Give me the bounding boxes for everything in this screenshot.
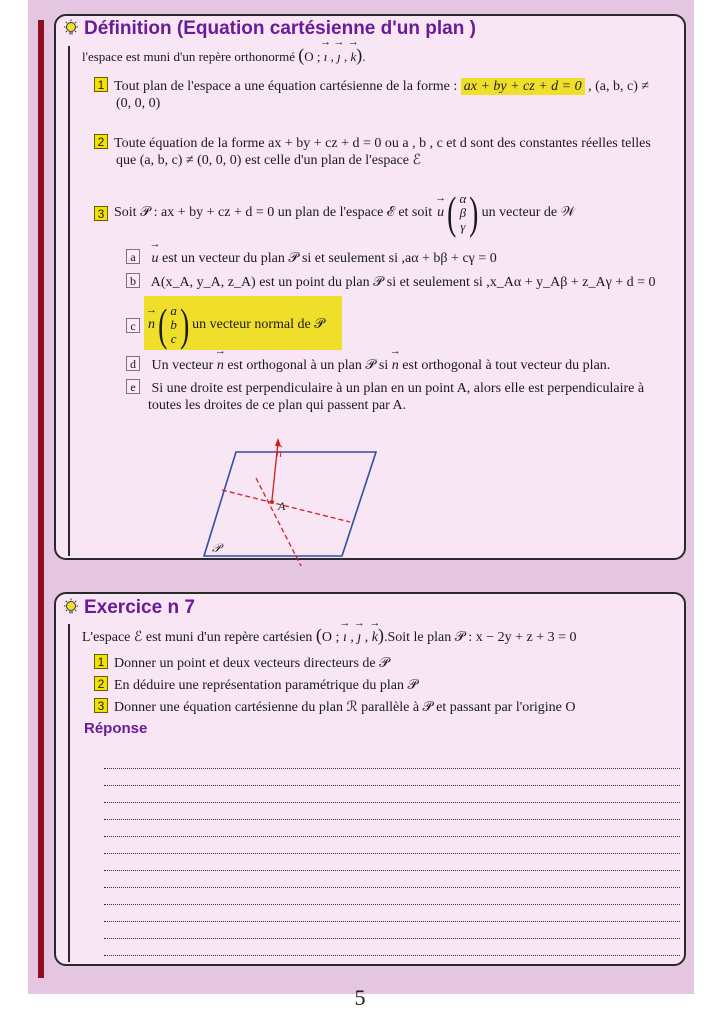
vector-n-components: ( a b c ) bbox=[158, 299, 190, 350]
vector-u: → u bbox=[152, 250, 159, 268]
normal-label: n bbox=[276, 446, 282, 460]
comp-b: b bbox=[170, 317, 177, 332]
sub-item-c bbox=[126, 299, 325, 350]
point-a-label: A bbox=[278, 499, 286, 513]
item-1 bbox=[94, 77, 649, 96]
question-number: 3 bbox=[94, 698, 108, 713]
comp-alpha: α bbox=[459, 191, 467, 206]
vector-i: → ı bbox=[324, 48, 328, 66]
sub-label: c bbox=[126, 318, 140, 333]
card-rule bbox=[68, 624, 70, 962]
sub-label: b bbox=[126, 273, 140, 288]
plane-parallelogram bbox=[204, 452, 376, 556]
question-text: En déduire une représentation paramétrique du plan 𝒫 bbox=[114, 678, 418, 693]
answer-line[interactable] bbox=[104, 757, 680, 769]
answer-line[interactable] bbox=[104, 808, 680, 820]
sub-label: a bbox=[126, 249, 140, 264]
comp-gamma: γ bbox=[460, 219, 466, 234]
vector-i: → ı bbox=[343, 629, 347, 647]
answer-line[interactable] bbox=[104, 876, 680, 888]
perpendicular-line bbox=[256, 478, 302, 566]
plane-line bbox=[222, 490, 350, 522]
answer-line[interactable] bbox=[104, 774, 680, 786]
exercise-intro: L'espace ℰ est muni d'un repère cartésien (O ; → ı , → ȷ , → k).Soit le plan 𝒫 : x − 2y + z + 3 = 0 bbox=[82, 626, 577, 647]
intro-text: l'espace est muni d'un repère orthonormé bbox=[82, 49, 295, 64]
answer-line[interactable] bbox=[104, 927, 680, 939]
item-number: 1 bbox=[94, 77, 108, 92]
vector-n: → n bbox=[392, 357, 399, 375]
item-3 bbox=[94, 187, 576, 238]
answer-line[interactable] bbox=[104, 893, 680, 905]
definition-title: Définition (Equation cartésienne d'un plan ) bbox=[84, 18, 476, 39]
sub-d-mid: est orthogonal à un plan 𝒫 si bbox=[227, 358, 389, 373]
vector-u: → u bbox=[437, 204, 444, 222]
definition-header bbox=[62, 18, 476, 40]
definition-card bbox=[54, 14, 686, 560]
sub-item-b bbox=[126, 273, 656, 292]
item-3-post: un vecteur de 𝒲 bbox=[481, 205, 576, 220]
exercise-plane-equation: .Soit le plan 𝒫 : x − 2y + z + 3 = 0 bbox=[383, 630, 577, 645]
vector-k: → k bbox=[351, 48, 357, 66]
comp-c: c bbox=[170, 331, 177, 346]
answer-line[interactable] bbox=[104, 910, 680, 922]
sub-a-text: est un vecteur du plan 𝒫 si et seulement si ,aα + bβ + cγ = 0 bbox=[162, 251, 497, 266]
sub-e-line-1: Si une droite est perpendiculaire à un plan en un point A, alors elle est perpendiculaire à bbox=[151, 381, 645, 396]
lightbulb-icon bbox=[62, 598, 80, 618]
item-1-text: Tout plan de l'espace a une équation cartésienne de la forme : bbox=[114, 79, 458, 94]
vector-u-components: ( α β γ ) bbox=[447, 187, 479, 238]
cartesian-equation-highlight: ax + by + cz + d = 0 bbox=[461, 78, 585, 95]
sub-label: d bbox=[126, 356, 140, 371]
answer-line[interactable] bbox=[104, 791, 680, 803]
question-number: 1 bbox=[94, 654, 108, 669]
sub-item-e bbox=[126, 379, 644, 398]
vector-k: → k bbox=[372, 629, 378, 647]
definition-intro: l'espace est muni d'un repère orthonormé (O ; → ı , → ȷ , → k). bbox=[82, 46, 366, 66]
item-number: 3 bbox=[94, 206, 108, 221]
lightbulb-icon bbox=[62, 19, 80, 39]
question-1 bbox=[94, 654, 389, 673]
frame-origin: O bbox=[304, 49, 314, 64]
answer-line[interactable] bbox=[104, 944, 680, 956]
question-text: Donner un point et deux vecteurs directeurs de 𝒫 bbox=[114, 656, 390, 671]
item-1-condition-cont: (0, 0, 0) bbox=[116, 96, 161, 111]
question-number: 2 bbox=[94, 676, 108, 691]
vector-j: → ȷ bbox=[357, 629, 361, 647]
answer-line[interactable] bbox=[104, 825, 680, 837]
item-number: 2 bbox=[94, 134, 108, 149]
sub-d-pre: Un vecteur bbox=[151, 358, 214, 373]
sub-item-a bbox=[126, 249, 497, 268]
item-2-line-1: Toute équation de la forme ax + by + cz + d = 0 ou a , b , c et d sont des constantes réelles telles bbox=[114, 136, 651, 151]
answer-line[interactable] bbox=[104, 842, 680, 854]
item-2 bbox=[94, 134, 651, 153]
point-a bbox=[270, 500, 274, 504]
exercise-header bbox=[62, 597, 195, 619]
plane-label: 𝒫 bbox=[212, 541, 221, 555]
comp-a: a bbox=[170, 303, 177, 318]
question-text: Donner une équation cartésienne du plan ℛ parallèle à 𝒫 et passant par l'origine O bbox=[114, 700, 576, 715]
page-number: 5 bbox=[354, 985, 366, 1010]
item-2-line-2: que (a, b, c) ≠ (0, 0, 0) est celle d'un plan de l'espace ℰ bbox=[116, 153, 421, 168]
sub-item-d bbox=[126, 356, 610, 375]
answer-label: Réponse bbox=[84, 720, 148, 737]
question-3 bbox=[94, 698, 576, 717]
sub-b-text: A(x_A, y_A, z_A) est un point du plan 𝒫 si et seulement si ,x_Aα + y_Aβ + z_Aγ + d = 0 bbox=[150, 275, 656, 290]
exercise-intro-text: L'espace ℰ est muni d'un repère cartésien bbox=[82, 630, 313, 645]
vector-n: → n bbox=[148, 316, 155, 334]
question-2 bbox=[94, 676, 418, 695]
exercise-title: Exercice n 7 bbox=[84, 597, 195, 618]
item-1-condition: , (a, b, c) ≠ bbox=[588, 79, 650, 94]
plane-figure bbox=[196, 426, 396, 566]
sub-label: e bbox=[126, 379, 140, 394]
left-margin-bar bbox=[38, 20, 44, 978]
frame-origin: O bbox=[321, 630, 333, 645]
sub-d-post: est orthogonal à tout vecteur du plan. bbox=[402, 358, 611, 373]
vector-n: → n bbox=[217, 357, 224, 375]
sub-c-text: un vecteur normal de 𝒫 bbox=[192, 317, 325, 332]
answer-line[interactable] bbox=[104, 859, 680, 871]
sub-e-line-2: toutes les droites de ce plan qui passent par A. bbox=[148, 398, 407, 413]
comp-beta: β bbox=[459, 205, 467, 220]
normal-label-arrow: → bbox=[275, 440, 284, 450]
vector-j: → ȷ bbox=[337, 48, 341, 66]
card-rule bbox=[68, 46, 70, 556]
item-3-text: Soit 𝒫 : ax + by + cz + d = 0 un plan de l'espace ℰ et soit bbox=[114, 205, 433, 220]
